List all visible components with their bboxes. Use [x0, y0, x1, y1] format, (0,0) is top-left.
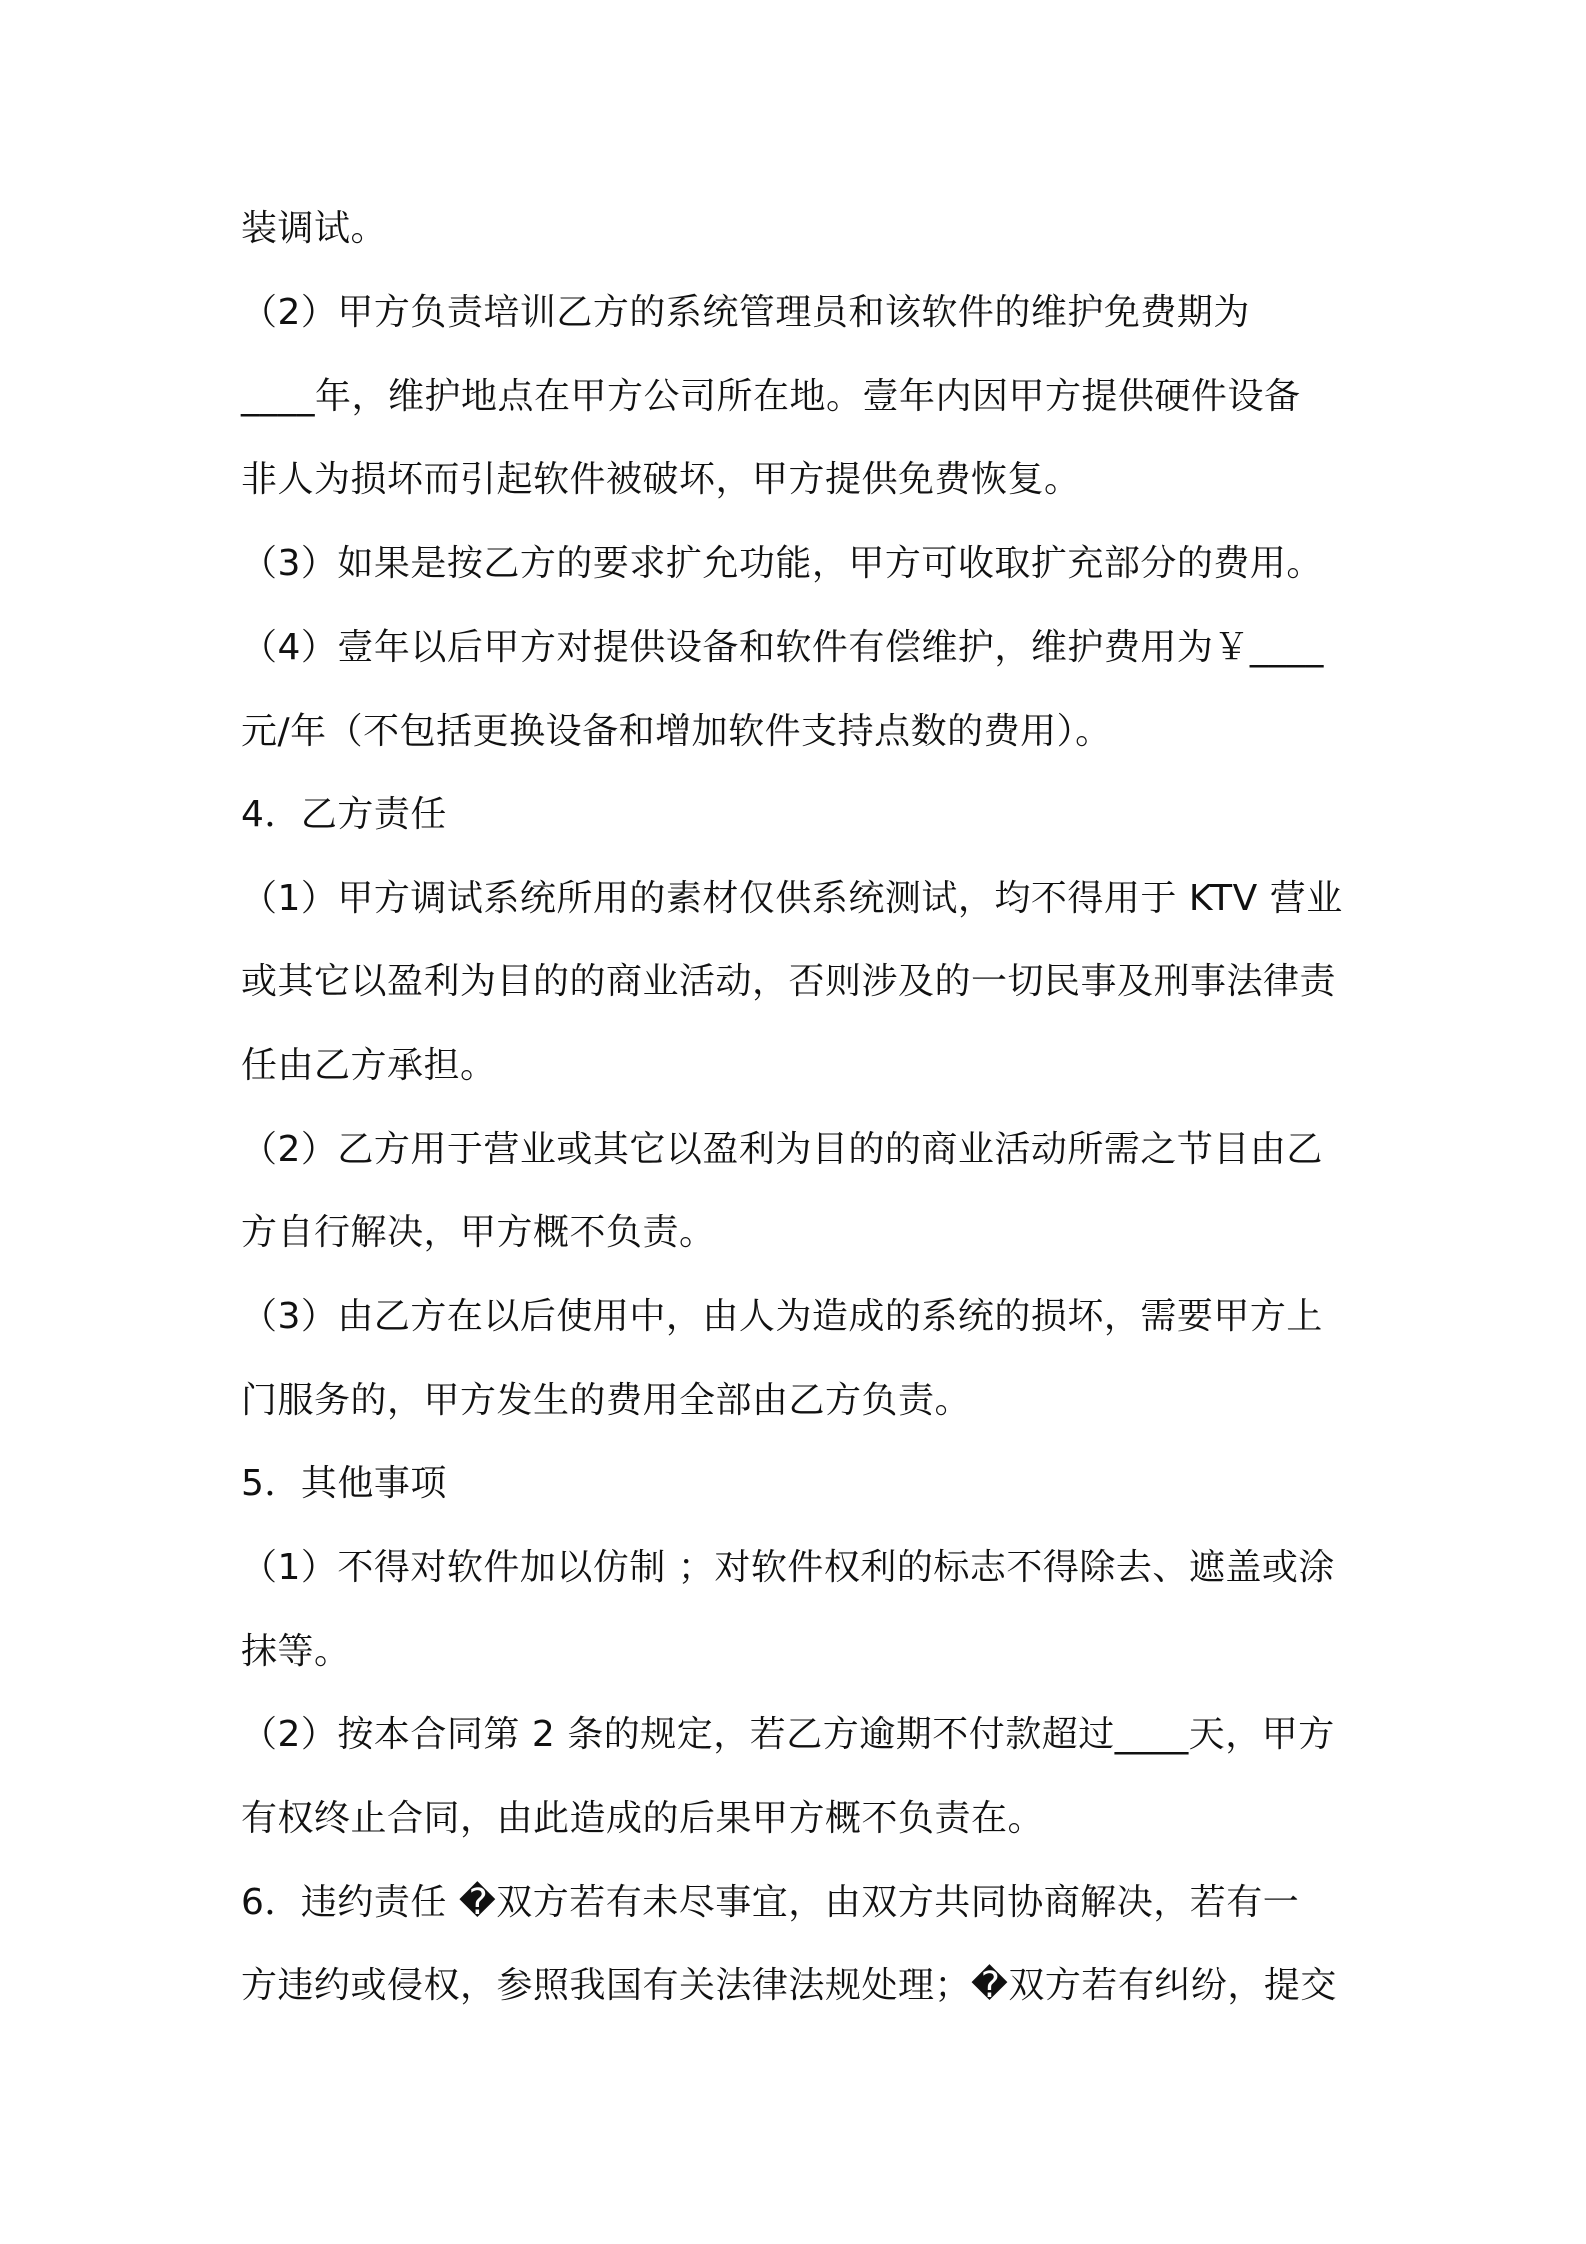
text-line: （1）甲方调试系统所用的素材仅供系统测试，均不得用于 KTV 营业 — [241, 878, 1343, 919]
text-line: （2）甲方负责培训乙方的系统管理员和该软件的维护免费期为 — [241, 292, 1250, 333]
text-line: ____年，维护地点在甲方公司所在地。壹年内因甲方提供硬件设备 — [241, 376, 1301, 417]
text-line: 装调试。 — [241, 208, 388, 249]
text-line: （3）如果是按乙方的要求扩允功能，甲方可收取扩充部分的费用。 — [241, 543, 1323, 584]
text-line: 方自行解决，甲方概不负责。 — [241, 1212, 716, 1253]
text-line: 有权终止合同，由此造成的后果甲方概不负责在。 — [241, 1798, 1045, 1839]
text-line: （1）不得对软件加以仿制 ；对软件权利的标志不得除去、遮盖或涂 — [241, 1547, 1335, 1588]
text-line: 任由乙方承担。 — [241, 1045, 497, 1086]
text-line: （2）乙方用于营业或其它以盈利为目的的商业活动所需之节目由乙 — [241, 1129, 1323, 1170]
section-heading: 4．乙方责任 — [241, 794, 447, 835]
text-line: （3）由乙方在以后使用中，由人为造成的系统的损坏，需要甲方上 — [241, 1296, 1323, 1337]
section-heading: 5．其他事项 — [241, 1463, 447, 1504]
text-line: （2）按本合同第 2 条的规定，若乙方逾期不付款超过____天，甲方 — [241, 1714, 1335, 1755]
text-line: 或其它以盈利为目的的商业活动，否则涉及的一切民事及刑事法律责 — [241, 961, 1337, 1002]
text-line: 抹等。 — [241, 1631, 351, 1672]
section-heading: 6．违约责任 �双方若有未尽事宜，由双方共同协商解决，若有一 — [241, 1882, 1300, 1923]
text-line: 元/年（不包括更换设备和增加软件支持点数的费用）。 — [241, 711, 1112, 752]
text-line: （4）壹年以后甲方对提供设备和软件有偿维护，维护费用为￥____ — [241, 627, 1324, 668]
text-line: 非人为损坏而引起软件被破坏，甲方提供免费恢复。 — [241, 459, 1081, 500]
text-line: 方违约或侵权，参照我国有关法律法规处理；�双方若有纠纷，提交 — [241, 1965, 1337, 2006]
text-line: 门服务的，甲方发生的费用全部由乙方负责。 — [241, 1380, 972, 1421]
